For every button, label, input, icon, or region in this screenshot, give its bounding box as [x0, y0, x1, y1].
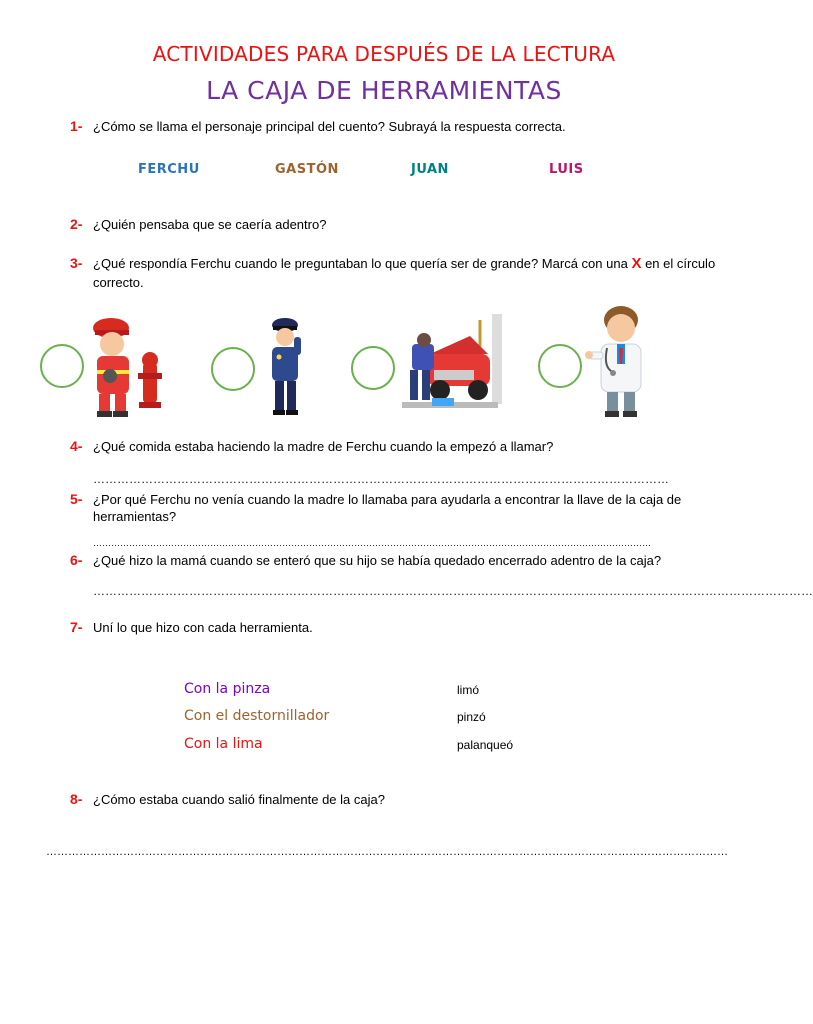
match-left-pinza[interactable]: Con la pinza — [184, 681, 271, 697]
question-text: Uní lo que hizo con cada herramienta. — [93, 620, 313, 635]
question-number: 6- — [70, 552, 83, 568]
answer-line[interactable]: ……………………………………………………………………………………………………………………………………………………………… — [93, 584, 813, 598]
question-text: ¿Cómo se llama el personaje principal del cuento? Subrayá la respuesta correcta. — [93, 119, 566, 134]
mechanic-image — [400, 314, 503, 410]
question-text-continuation: herramientas? — [93, 509, 177, 524]
question-text — [93, 255, 733, 273]
name-option-juan[interactable]: JUAN — [411, 162, 449, 177]
match-left-destornillador[interactable]: Con el destornillador — [184, 708, 330, 724]
doctor-image — [585, 302, 657, 420]
police-officer-image — [262, 315, 312, 417]
story-title: LA CAJA DE HERRAMIENTAS — [206, 76, 562, 105]
answer-line[interactable]: …………………………………………………………………………………………………………………………………………………………………… — [46, 846, 728, 858]
match-left-lima[interactable]: Con la lima — [184, 736, 263, 752]
question-text: ¿Por qué Ferchu no venía cuando la madre lo llamaba para ayudarla a encontrar la llave de la caja de — [93, 492, 682, 507]
name-option-gaston[interactable]: GASTÓN — [275, 162, 339, 177]
question-text-continuation: correcto. — [93, 275, 144, 290]
answer-circle-police[interactable] — [211, 347, 255, 391]
answer-circle-firefighter[interactable] — [40, 344, 84, 388]
answer-line[interactable]: ……………………………………………………………………………………………………………………………… — [93, 472, 669, 486]
answer-circle-doctor[interactable] — [538, 344, 582, 388]
question-text-part: en el círculo — [645, 256, 716, 271]
question-number: 7- — [70, 619, 83, 635]
question-number: 8- — [70, 791, 83, 807]
match-right-palanqueo[interactable]: palanqueó — [457, 738, 514, 752]
question-number: 4- — [70, 438, 83, 454]
match-right-limo[interactable]: limó — [457, 683, 480, 697]
question-number: 3- — [70, 255, 83, 271]
x-mark: X — [631, 255, 642, 272]
question-number: 1- — [70, 118, 83, 134]
worksheet-title: ACTIVIDADES PARA DESPUÉS DE LA LECTURA — [152, 42, 616, 66]
answer-line[interactable]: …………………………………………………………………………………………………………………………………………………………………… — [93, 538, 651, 548]
match-right-pinzo[interactable]: pinzó — [457, 710, 486, 724]
name-option-luis[interactable]: LUIS — [549, 162, 584, 177]
answer-circle-mechanic[interactable] — [351, 346, 395, 390]
firefighter-image — [85, 308, 170, 420]
name-option-ferchu[interactable]: FERCHU — [138, 162, 200, 177]
question-number: 2- — [70, 216, 83, 232]
question-text: ¿Quién pensaba que se caería adentro? — [93, 217, 327, 232]
question-number: 5- — [70, 491, 83, 507]
question-text-part: ¿Qué respondía Ferchu cuando le preguntaban lo que quería ser de grande? Marcá con una — [93, 256, 628, 271]
question-text: ¿Qué hizo la mamá cuando se enteró que su hijo se había quedado encerrado adentro de la caja? — [93, 553, 662, 568]
question-text: ¿Qué comida estaba haciendo la madre de Ferchu cuando la empezó a llamar? — [93, 439, 554, 454]
question-text: ¿Cómo estaba cuando salió finalmente de la caja? — [93, 792, 385, 807]
